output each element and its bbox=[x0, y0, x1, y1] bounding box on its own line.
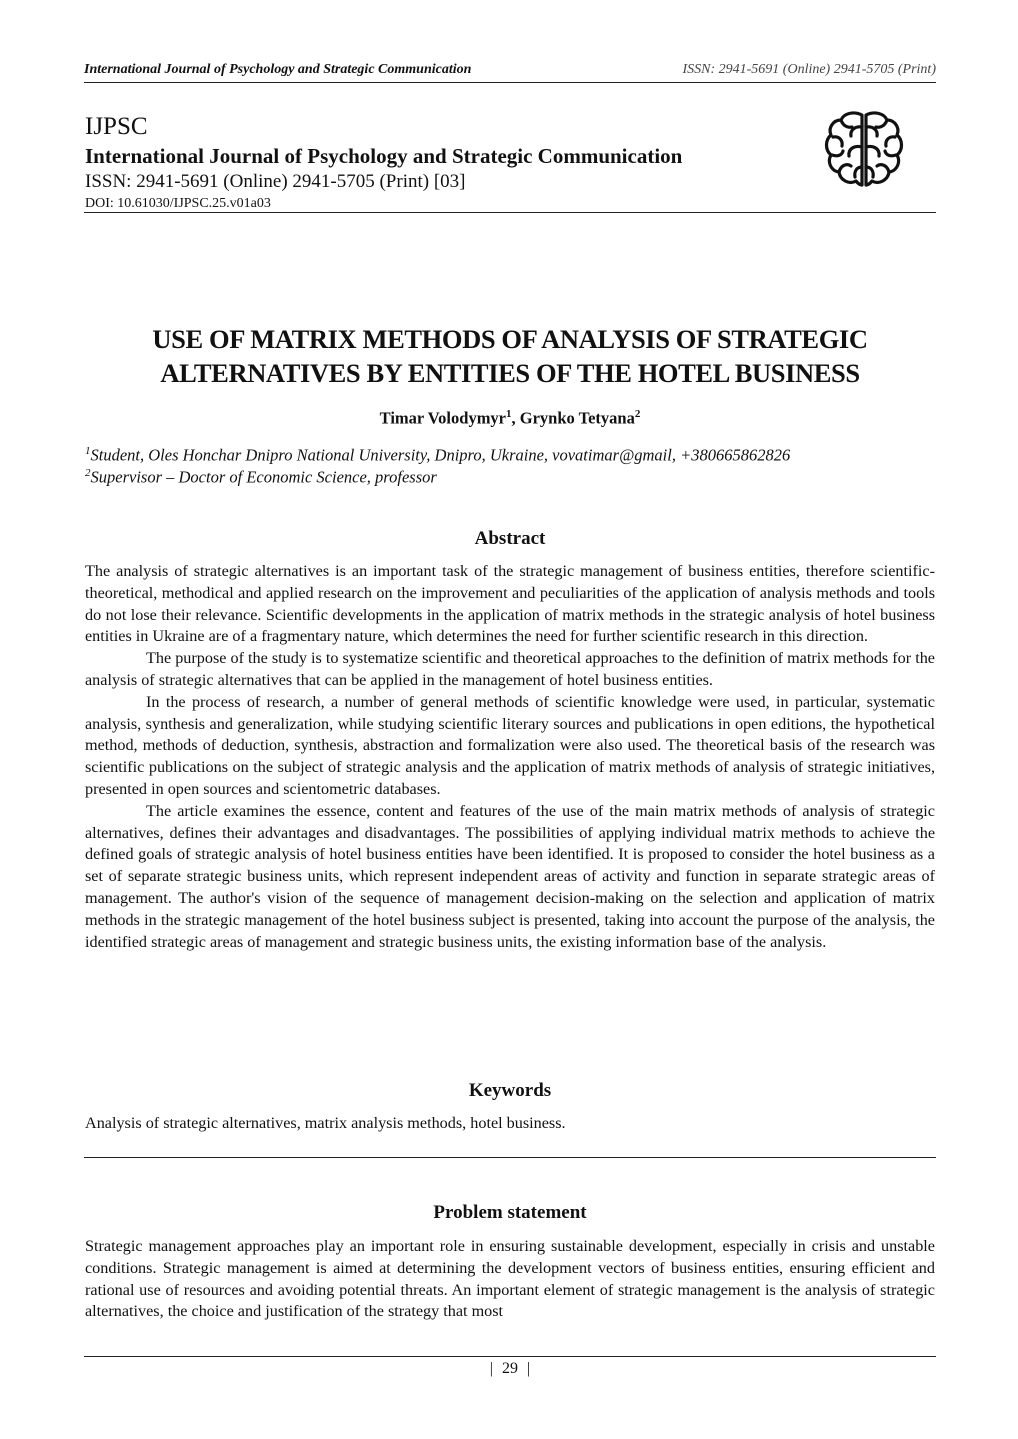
author-name: Grynko Tetyana bbox=[519, 408, 635, 428]
article-doi: DOI: 10.61030/IJPSC.25.v01a03 bbox=[85, 196, 271, 211]
masthead-divider bbox=[84, 212, 936, 213]
footer-divider bbox=[84, 1356, 936, 1357]
author-affiliation-marker: 2 bbox=[634, 408, 641, 420]
author-list bbox=[84, 408, 936, 429]
page-number-bar-right: | bbox=[527, 1360, 531, 1377]
abstract-paragraph: In the process of research, a number of general methods of scientific knowledge were used, in particular, systematic analysis, synthesis and generalization, while studying scientific literary sources and publications in open editions, the hypothetical method, methods of deduction, synthesis, abstraction and formalization were also used. The theoretical basis of the research was scientific publications on the subject of strategic analysis and the application of matrix methods of analysis of strategic initiatives, presented in open sources and scientometric databases. bbox=[85, 692, 935, 798]
abstract-heading: Abstract bbox=[474, 528, 546, 549]
author-name: Timar Volodymyr bbox=[379, 408, 507, 428]
abstract-body bbox=[0, 561, 1018, 953]
article-title-line-1: USE OF MATRIX METHODS OF ANALYSIS OF STRATEGIC bbox=[152, 324, 868, 354]
running-header bbox=[84, 62, 936, 82]
abstract-paragraph: The article examines the essence, content and features of the use of the main matrix methods of analysis of strategic alternatives, defines their advantages and disadvantages. The possibilities of applying individual matrix methods to achieve the defined goals of strategic analysis of hotel business entities have been identified. It is proposed to consider the hotel business as a set of separate strategic business units, which represent independent areas of activity and function in separate strategic areas of management. The author's vision of the sequence of management decision-making on the selection and application of matrix methods in the strategic management of the hotel business subject is presented, taking into account the purpose of the analysis, the identified strategic areas of management and strategic business units, the existing information base of the analysis. bbox=[85, 801, 935, 951]
masthead bbox=[85, 112, 805, 214]
affiliation-2 bbox=[85, 462, 945, 489]
affiliation-text: Student, Oles Honchar Dnipro National University, Dnipro, Ukraine, vovatimar@gmail, +380665862826 bbox=[90, 445, 791, 465]
affiliation-marker: 1 bbox=[85, 445, 91, 457]
article-title bbox=[84, 322, 936, 390]
affiliation-text: Supervisor – Doctor of Economic Science, professor bbox=[90, 467, 437, 487]
page-number: 29 bbox=[502, 1360, 518, 1377]
running-header-journal: International Journal of Psychology and Strategic Communication bbox=[84, 62, 472, 77]
problem-statement-heading: Problem statement bbox=[433, 1202, 587, 1223]
keywords-text: Analysis of strategic alternatives, matrix analysis methods, hotel business. bbox=[85, 1114, 566, 1132]
author-separator: , bbox=[511, 408, 520, 428]
journal-abbreviation: IJPSC bbox=[85, 113, 148, 140]
page-number-bar-left: | bbox=[489, 1360, 493, 1377]
brain-icon bbox=[822, 107, 906, 191]
journal-full-name: International Journal of Psychology and Strategic Communication bbox=[85, 144, 683, 168]
keywords-divider bbox=[84, 1157, 936, 1158]
abstract-paragraph: The analysis of strategic alternatives is an important task of the strategic management of business entities, therefore scientific-theoretical, methodical and applied research on the improvement and peculiarities of the application of analysis methods and tools do not lose their relevance. Scientific developments in the application of matrix methods in the strategic analysis of hotel business entities in Ukraine are of a fragmentary nature, which determines the need for further scientific research in this direction. bbox=[85, 562, 935, 646]
author-affiliation-marker: 1 bbox=[506, 408, 512, 420]
article-title-line-2: ALTERNATIVES BY ENTITIES OF THE HOTEL BUSINESS bbox=[160, 358, 860, 388]
header-divider bbox=[84, 82, 936, 83]
abstract-paragraph: The purpose of the study is to systematize scientific and theoretical approaches to the definition of matrix methods for the analysis of strategic alternatives that can be applied in the management of hotel business entities. bbox=[85, 649, 935, 689]
page-number-footer bbox=[84, 1360, 936, 1378]
affiliation-marker: 2 bbox=[85, 467, 91, 479]
journal-issn: ISSN: 2941-5691 (Online) 2941-5705 (Print) [03] bbox=[85, 171, 466, 192]
problem-statement-text: Strategic management approaches play an important role in ensuring sustainable development, especially in crisis and unstable conditions. Strategic management is aimed at determining the development vectors of business entities, ensuring efficient and rational use of resources and avoiding potential threats. An important element of strategic management is the analysis of strategic alternatives, the choice and justification of the strategy that most bbox=[85, 1237, 935, 1321]
running-header-issn: ISSN: 2941-5691 (Online) 2941-5705 (Print) bbox=[682, 62, 936, 77]
keywords-heading: Keywords bbox=[468, 1080, 552, 1101]
